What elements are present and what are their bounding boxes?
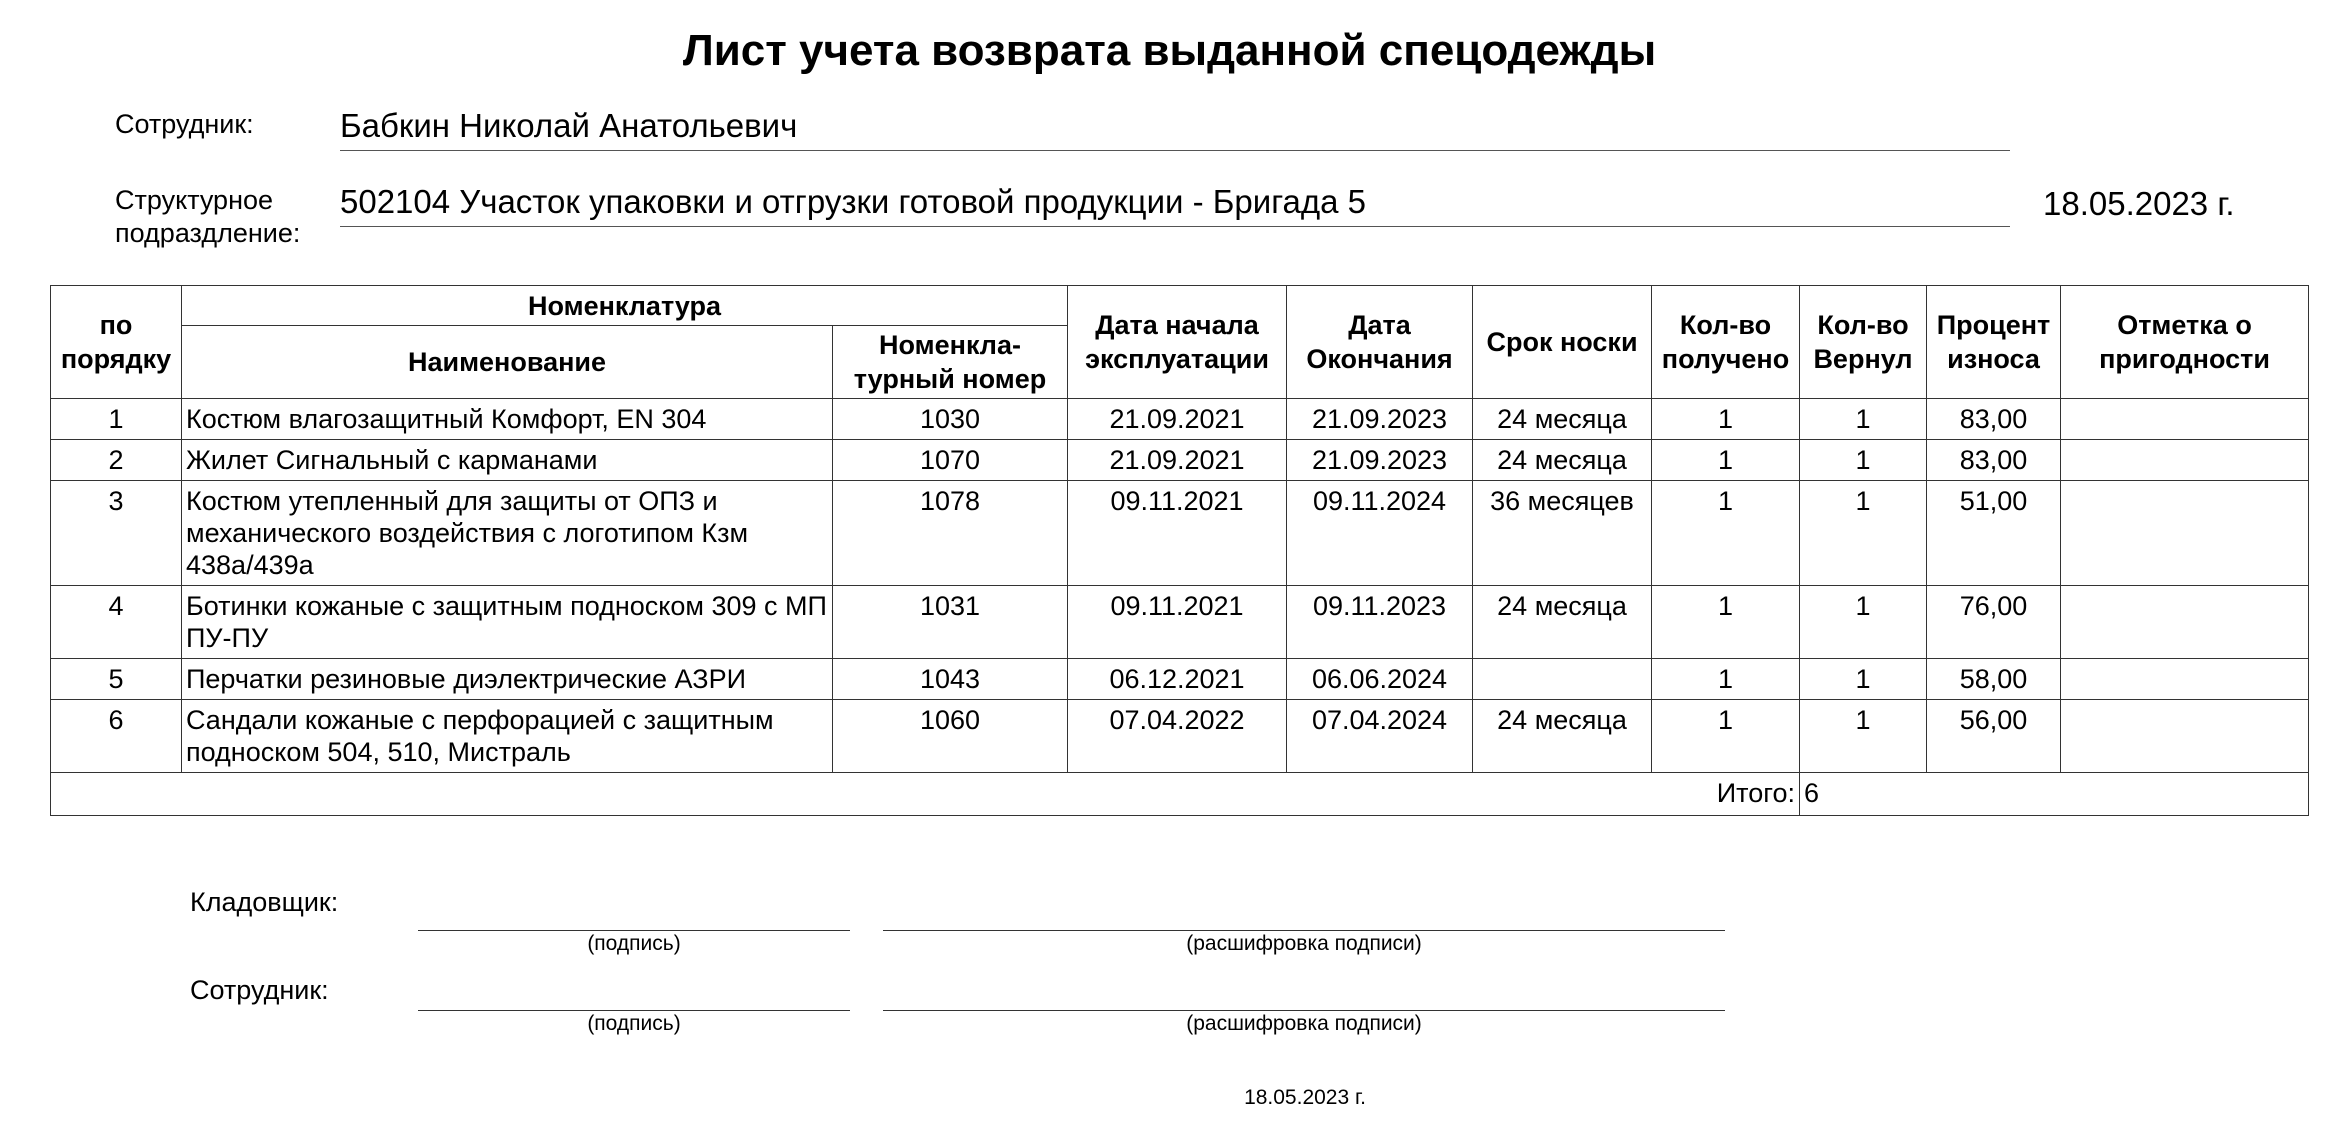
employee-signature-hint: (подпись) [587,1012,681,1035]
table-row [51,399,2309,440]
cell-returned: 1 [1800,481,1927,586]
cell-wear: 58,00 [1927,659,2061,700]
storekeeper-signature-line [418,930,850,931]
employee-decode-hint: (расшифровка подписи) [1186,1012,1422,1035]
department-label-line2: подраздление: [115,218,301,248]
storekeeper-decode-line [883,930,1725,931]
cell-received: 1 [1652,440,1800,481]
cell-wear: 83,00 [1927,440,2061,481]
employee-label: Сотрудник: [115,109,254,139]
cell-received: 1 [1652,700,1800,773]
cell-name: Сандали кожаные с перфорацией с защитным подноском 504, 510, Мистраль [182,700,833,773]
cell-name: Жилет Сигнальный с карманами [182,440,833,481]
total-label: Итого: [51,773,1800,816]
cell-name: Костюм утепленный для защиты от ОПЗ и механического воздействия с логотипом Кзм 438а/439а [182,481,833,586]
department-field: 502104 Участок упаковки и отгрузки готовой продукции - Бригада 5 [340,182,2010,227]
cell-name: Костюм влагозащитный Комфорт, EN 304 [182,399,833,440]
table-row [51,481,2309,586]
cell-code: 1070 [833,440,1068,481]
cell-code: 1060 [833,700,1068,773]
table-row [51,440,2309,481]
cell-wear: 56,00 [1927,700,2061,773]
cell-code: 1043 [833,659,1068,700]
cell-returned: 1 [1800,659,1927,700]
col-header-wear: Процент износа [1927,286,2061,399]
col-header-mark: Отметка о пригодности [2061,286,2309,399]
cell-term: 24 месяца [1473,586,1652,659]
cell-start-date: 09.11.2021 [1068,481,1287,586]
cell-mark [2061,659,2309,700]
cell-end-date: 07.04.2024 [1287,700,1473,773]
col-header-num: по порядку [51,286,182,399]
items-table [50,285,2309,816]
cell-start-date: 21.09.2021 [1068,440,1287,481]
cell-start-date: 07.04.2022 [1068,700,1287,773]
cell-term [1473,659,1652,700]
cell-received: 1 [1652,586,1800,659]
cell-returned: 1 [1800,586,1927,659]
col-header-name: Наименование [182,326,833,399]
cell-mark [2061,481,2309,586]
cell-end-date: 21.09.2023 [1287,440,1473,481]
department-label-line1: Структурное [115,185,274,215]
cell-end-date: 09.11.2024 [1287,481,1473,586]
cell-start-date: 09.11.2021 [1068,586,1287,659]
cell-start-date: 21.09.2021 [1068,399,1287,440]
cell-end-date: 06.06.2024 [1287,659,1473,700]
cell-term: 36 месяцев [1473,481,1652,586]
cell-received: 1 [1652,481,1800,586]
cell-wear: 51,00 [1927,481,2061,586]
employee-decode-line [883,1010,1725,1011]
cell-code: 1030 [833,399,1068,440]
table-row [51,700,2309,773]
storekeeper-label: Кладовщик: [190,887,339,917]
cell-returned: 1 [1800,399,1927,440]
total-value: 6 [1800,773,2309,816]
cell-wear: 76,00 [1927,586,2061,659]
cell-code: 1031 [833,586,1068,659]
cell-end-date: 21.09.2023 [1287,399,1473,440]
cell-returned: 1 [1800,700,1927,773]
col-header-term: Срок носки [1473,286,1652,399]
storekeeper-decode-hint: (расшифровка подписи) [1186,932,1422,955]
table-row [51,586,2309,659]
document-date: 18.05.2023 г. [2043,185,2235,222]
cell-num: 6 [51,700,182,773]
storekeeper-signature-hint: (подпись) [587,932,681,955]
cell-term: 24 месяца [1473,700,1652,773]
col-header-code: Номенкла-турный номер [833,326,1068,399]
col-header-start-date: Дата начала эксплуатации [1068,286,1287,399]
col-header-returned: Кол-во Вернул [1800,286,1927,399]
cell-mark [2061,440,2309,481]
col-header-received: Кол-во получено [1652,286,1800,399]
cell-num: 4 [51,586,182,659]
cell-mark [2061,586,2309,659]
col-header-end-date: Дата Окончания [1287,286,1473,399]
employee-field: Бабкин Николай Анатольевич [340,106,2010,151]
footer-date: 18.05.2023 г. [1244,1086,1366,1109]
cell-num: 5 [51,659,182,700]
cell-name: Перчатки резиновые диэлектрические АЗРИ [182,659,833,700]
cell-end-date: 09.11.2023 [1287,586,1473,659]
cell-returned: 1 [1800,440,1927,481]
cell-mark [2061,399,2309,440]
cell-num: 2 [51,440,182,481]
cell-name: Ботинки кожаные с защитным подноском 309 с МП ПУ-ПУ [182,586,833,659]
cell-term: 24 месяца [1473,399,1652,440]
table-row [51,659,2309,700]
cell-start-date: 06.12.2021 [1068,659,1287,700]
col-header-nomenclature: Номенклатура [182,286,1068,326]
cell-received: 1 [1652,659,1800,700]
employee-signature-line [418,1010,850,1011]
cell-received: 1 [1652,399,1800,440]
cell-mark [2061,700,2309,773]
page-title: Лист учета возврата выданной спецодежды [682,26,1657,75]
cell-num: 3 [51,481,182,586]
cell-num: 1 [51,399,182,440]
cell-code: 1078 [833,481,1068,586]
employee-sign-label: Сотрудник: [190,975,329,1005]
cell-term: 24 месяца [1473,440,1652,481]
cell-wear: 83,00 [1927,399,2061,440]
